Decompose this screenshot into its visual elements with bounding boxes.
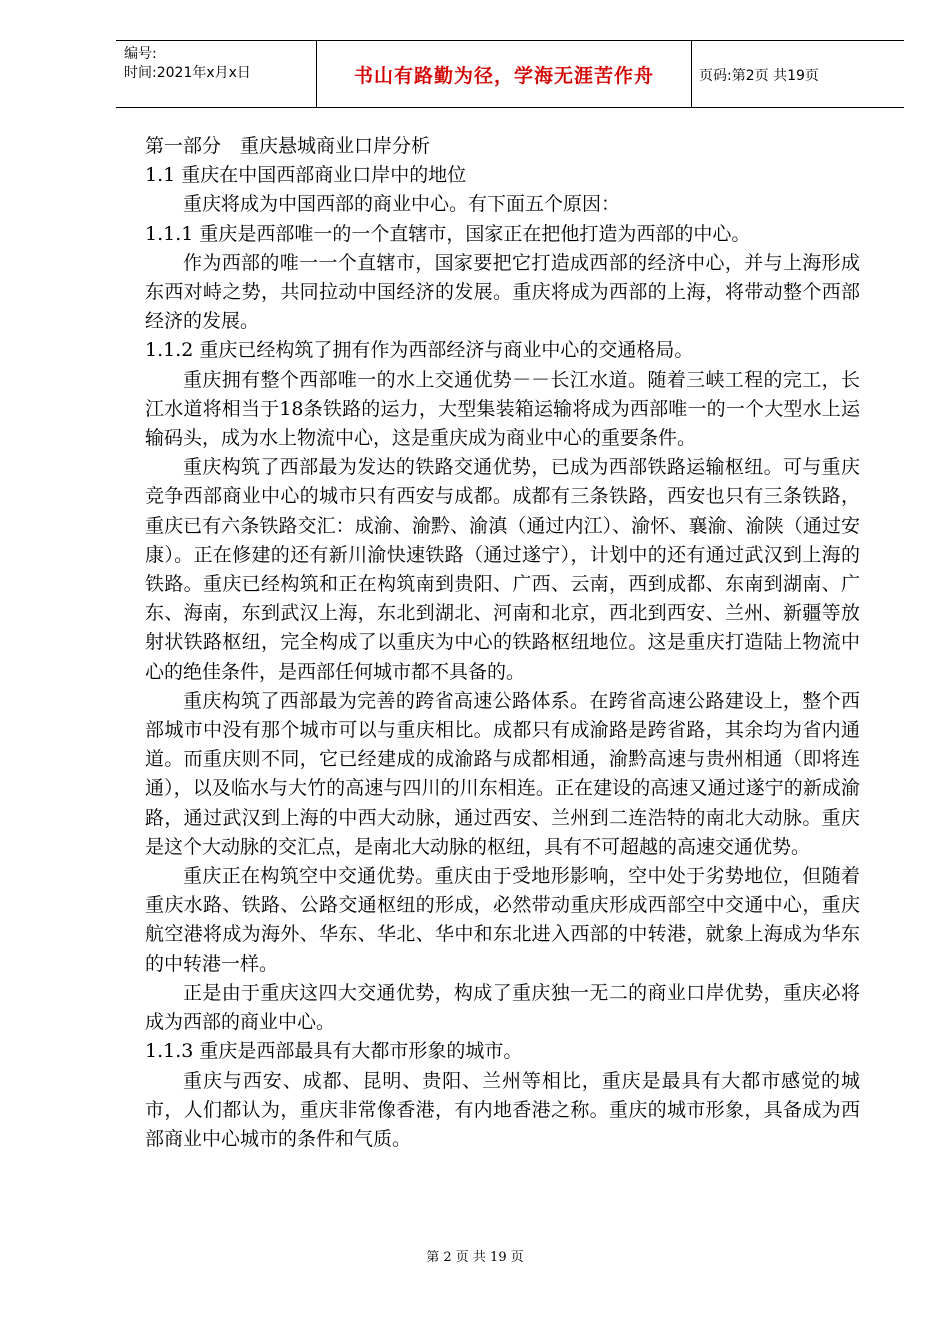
paragraph-air-transport: 重庆正在构筑空中交通优势。重庆由于受地形影响，空中处于劣势地位，但随着重庆水路、铁路、公路交通枢纽的形成，必然带动重庆形成西部空中交通中心，重庆航空港将成为海外、华东、华北、华中和东北进入西部的中转港，就象上海成为华东的中转港一样。 bbox=[145, 865, 860, 975]
paragraph-railway: 重庆构筑了西部最为发达的铁路交通优势，已成为西部铁路运输枢纽。可与重庆竞争西部商业中心的城市只有西安与成都。成都有三条铁路，西安也只有三条铁路，重庆已有六条铁路交汇：成渝、渝黔、渝滇（通过内江）、渝怀、襄渝、渝陕（通过安康）。正在修建的还有新川渝快速铁路（通过遂宁），计划中的还有通过武汉到上海的铁路。重庆已经构筑和正在构筑南到贵阳、广西、云南，西到成都、东南到湖南、广东、海南，东到武汉上海，东北到湖北、河南和北京，西北到西安、兰州、新疆等放射状铁路枢纽，完全构成了以重庆为中心的铁路枢纽地位。这是重庆打造陆上物流中心的绝佳条件，是西部任何城市都不具备的。 bbox=[145, 456, 860, 683]
paragraph-municipality: 作为西部的唯一一个直辖市，国家要把它打造成西部的经济中心，并与上海形成东西对峙之势，共同拉动中国经济的发展。重庆将成为西部的上海，将带动整个西部经济的发展。 bbox=[145, 251, 860, 333]
paragraph-highway: 重庆构筑了西部最为完善的跨省高速公路体系。在跨省高速公路建设上，整个西部城市中没有那个城市可以与重庆相比。成都只有成渝路是跨省路，其余均为省内通道。而重庆则不同，它已经建成的成渝路与成都相通，渝黔高速与贵州相通（即将连通），以及临水与大竹的高速与四川的川东相连。正在建设的高速又通过遂宁的新成渝路，通过武汉到上海的中西大动脉，通过西安、兰州到二连浩特的南北大动脉。重庆是这个大动脉的交汇点，是南北大动脉的枢纽，具有不可超越的高速交通优势。 bbox=[145, 689, 860, 858]
document-body bbox=[145, 132, 860, 1154]
header-motto-cell bbox=[316, 41, 692, 107]
header-meta-cell bbox=[116, 41, 316, 107]
paragraph-summary: 正是由于重庆这四大交通优势，构成了重庆独一无二的商业口岸优势，重庆必将成为西部的商业中心。 bbox=[145, 981, 860, 1034]
section-heading-1-1: 1.1 重庆在中国西部商业口岸中的地位 bbox=[145, 164, 467, 187]
part-title: 第一部分 重庆悬城商业口岸分析 bbox=[145, 135, 431, 157]
intro-paragraph: 重庆将成为中国西部的商业中心。有下面五个原因： bbox=[183, 193, 621, 216]
paragraph-waterway: 重庆拥有整个西部唯一的水上交通优势－－长江水道。随着三峡工程的完工，长江水道将相当于18条铁路的运力，大型集装箱运输将成为西部唯一的一个大型水上运输码头，成为水上物流中心，这是重庆成为商业中心的重要条件。 bbox=[145, 368, 860, 450]
section-heading-1-1-3: 1.1.3 重庆是西部最具有大都市形象的城市。 bbox=[145, 1040, 523, 1063]
document-time-label: 时间:2021年x月x日 bbox=[124, 65, 251, 81]
document-number-label: 编号: bbox=[124, 46, 157, 62]
page-header bbox=[116, 40, 904, 108]
page-footer-number: 第 2 页 共 19 页 bbox=[426, 1250, 524, 1265]
header-page-cell bbox=[691, 41, 904, 107]
paragraph-city-image: 重庆与西安、成都、昆明、贵阳、兰州等相比，重庆是最具有大都市感觉的城市，人们都认为，重庆非常像香港，有内地香港之称。重庆的城市形象，具备成为西部商业中心城市的条件和气质。 bbox=[145, 1069, 860, 1150]
section-heading-1-1-1: 1.1.1 重庆是西部唯一的一个直辖市，国家正在把他打造为西部的中心。 bbox=[145, 222, 751, 245]
section-heading-1-1-2: 1.1.2 重庆已经构筑了拥有作为西部经济与商业中心的交通格局。 bbox=[145, 339, 694, 362]
header-page-info: 页码:第2页 共19页 bbox=[699, 68, 819, 84]
header-motto: 书山有路勤为径，学海无涯苦作舟 bbox=[353, 65, 654, 87]
